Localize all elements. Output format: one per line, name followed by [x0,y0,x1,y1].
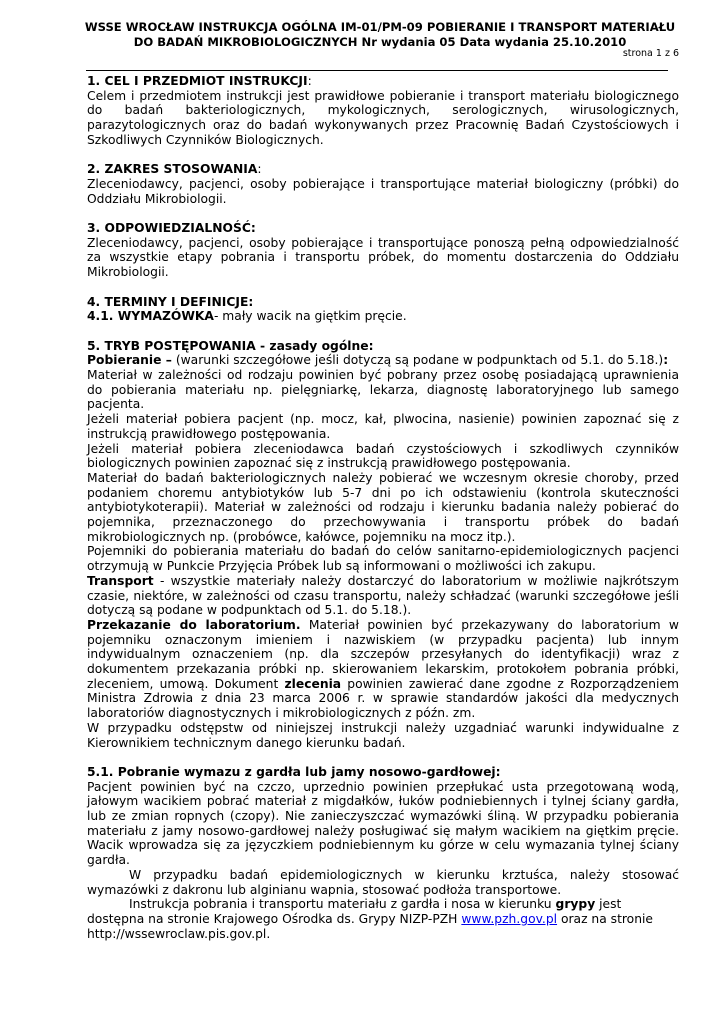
przekazanie-paragraph: Przekazanie do laboratorium. Materiał powinien być przekazywany do laboratorium w pojemniku oznaczonym imieniem i nazwiskiem (w przypadku pacjenta) lub innym indywidualnym oznaczeniem (np. dla szczepów przesyłanych do identyfikacji) wraz z dokumentem przekazania próbki np. skierowaniem lekarskim, protokołem pobrania próbki, zleceniem, umową. Dokument zlecenia powinien zawierać dane zgodne z Rozporządzeniem Ministra Zdrowia z dnia 23 marca 2006 r. w sprawie standardów jakości dla medycznych laboratoriów diagnostycznych i mikrobiologicznych z późn. zm. [87,617,680,721]
pobieranie-paragraph: Pobieranie – (warunki szczegółowe jeśli dotyczą są podane w podpunktach od 5.1. do 5.18.): [87,353,669,368]
section-2-heading: 2. ZAKRES STOSOWANIA: [87,162,262,177]
transport-text: - wszystkie materiały należy dostarczyć do laboratorium w możliwie najkrótszym czasie, niektóre, w zależności od czasu transportu, należy schładzać (warunki szczegółowe jeśli dotyczą są podane w podpunktach od 5.1. do 5.18.). [87,573,679,618]
transport-label: Transport [87,573,154,588]
transport-paragraph [87,574,679,618]
section-5-paragraph-2: Jeżeli materiał pobiera pacjent (np. mocz, kał, plwocina, nasienie) powinien zapoznać się z instrukcją prawidłowego postępowania. [87,412,679,441]
section-5-paragraph-5: Pojemniki do pobierania materiału do badań do celów sanitarno-epidemiologicznych pacjenci otrzymują w Punkcie Przyjęcia Próbek lub są informowani o możliwości ich zakupu. [87,544,679,574]
zlecenia-bold: zlecenia [284,676,342,691]
definition-term: 4.1. WYMAZÓWKA [87,309,214,324]
section-5-paragraph-6: W przypadku odstępstw od niniejszej instrukcji należy uzgadniać warunki indywidualne z Kierownikiem technicznym danego kierunku badań. [87,720,679,750]
page-number: strona 1 z 6 [622,48,679,59]
przekazanie-label: Przekazanie do laboratorium. [87,617,301,632]
section-1-text: Celem i przedmiotem instrukcji jest prawidłowe pobieranie i transport materiału biologicznego do badań bakteriologicznych, mykologicznych, serologicznych, wirusologicznych, parazytologicznych oraz do badań wykonywanych przez Pracownię Badań Czystościowych i Szkodliwych Czynników Biologicznych. [87,88,679,147]
pobieranie-label: Pobieranie – [87,353,172,368]
section-5-paragraph-3: Jeżeli materiał pobiera zleceniodawca badań czystościowych i szkodliwych czynników biologicznych powinien zapoznać się z instrukcją prawidłowego postępowania. [87,441,679,471]
section-5-paragraph-1: Materiał w zależności od rodzaju powinien być pobrany przez osobę posiadającą uprawnienia do pobierania materiału np. pielęgniarkę, lekarza, diagnostę laboratoryjnego lub samego pacjenta. [87,368,679,412]
section-2-title: 2. ZAKRES STOSOWANIA [87,162,258,177]
pobieranie-text: (warunki szczegółowe jeśli dotyczą są podane w podpunktach od 5.1. do 5.18.) [171,353,664,368]
wsse-url-text: http://wssewroclaw.pis.gov.pl. [87,926,271,941]
header-divider [86,70,668,71]
section-3-text: Zleceniodawcy, pacjenci, osoby pobierające i transportujące ponoszą pełną odpowiedzialność za wszystkie etapy pobrania i transportu próbek, do momentu dostarczenia do Oddziału Mikrobiologii. [87,235,679,280]
section-5-paragraph-4: Materiał do badań bakteriologicznych należy pobierać we wczesnym okresie choroby, przed podaniem choremu antybiotyków lub 5-7 dni po ich odstawieniu (kontrola skuteczności antybiotykoterapii). Materiał w zależności od rodzaju i kierunku badania należy pobierać do pojemnika, przeznaczonego do przechowywania i transportu próbek do badań mikrobiologicznych np. (probówce, kałówce, pojemniku na mocz itp.). [87,470,679,544]
section-5-1-paragraph-2: W przypadku badań epidemiologicznych w kierunku krztuśca, należy stosować wymazówki z dakronu lub alginianu wapnia, stosować podłoża transportowe. [87,867,679,897]
document-body [87,74,679,941]
header-line-2: DO BADAŃ MIKROBIOLOGICZNYCH Nr wydania 05 Data wydania 25.10.2010 [133,35,627,49]
header-line-1: WSSE WROCŁAW INSTRUKCJA OGÓLNA IM-01/PM-09 POBIERANIE I TRANSPORT MATERIAŁU [84,20,676,34]
section-5-1-heading: 5.1. Pobranie wymazu z gardła lub jamy nosowo-gardłowej: [87,764,501,779]
section-1-heading: 1. CEL I PRZEDMIOT INSTRUKCJI: [87,74,312,88]
section-5-heading: 5. TRYB POSTĘPOWANIA - zasady ogólne: [87,338,374,353]
section-1-title: 1. CEL I PRZEDMIOT INSTRUKCJI [87,74,308,88]
section-3-heading: 3. ODPOWIEDZIALNOŚĆ: [87,221,256,235]
grypy-bold: grypy [555,897,596,912]
section-5-1-paragraph-1: Pacjent powinien być na czczo, uprzednio powinien przepłukać usta przegotowaną wodą, jałowym wacikiem pobrać materiał z migdałków, łuków podniebiennych i tylnej ściany gardła, lub ze zmian ropnych (czopy). Nie zanieczyszczać wymazówki śliną. W przypadku pobierania materiału z jamy nosowo-gardłowej należy posługiwać się małym wacikiem na giętkim pręcie. Wacik wprowadza się za języczkiem podniebiennym ku górze w celu wymazania tylnej ściany gardła. [87,779,679,868]
section-2-text: Zleceniodawcy, pacjenci, osoby pobierające i transportujące materiał biologiczny (próbki) do Oddziału Mikrobiologii. [87,176,679,206]
section-5-1-paragraph-4: dostępna na stronie Krajowego Ośrodka ds. Grypy NIZP-PZH www.pzh.gov.pl oraz na stronie [87,912,653,926]
pzh-link[interactable]: www.pzh.gov.pl [461,912,558,926]
section-5-1-paragraph-3: Instrukcja pobrania i transportu materiału z gardła i nosa w kierunku grypy jest [129,897,622,912]
definition-text: - mały wacik na giętkim pręcie. [213,309,407,324]
section-4-heading: 4. TERMINY I DEFINICJE: [87,294,254,309]
definition-wymazowka [87,309,679,324]
